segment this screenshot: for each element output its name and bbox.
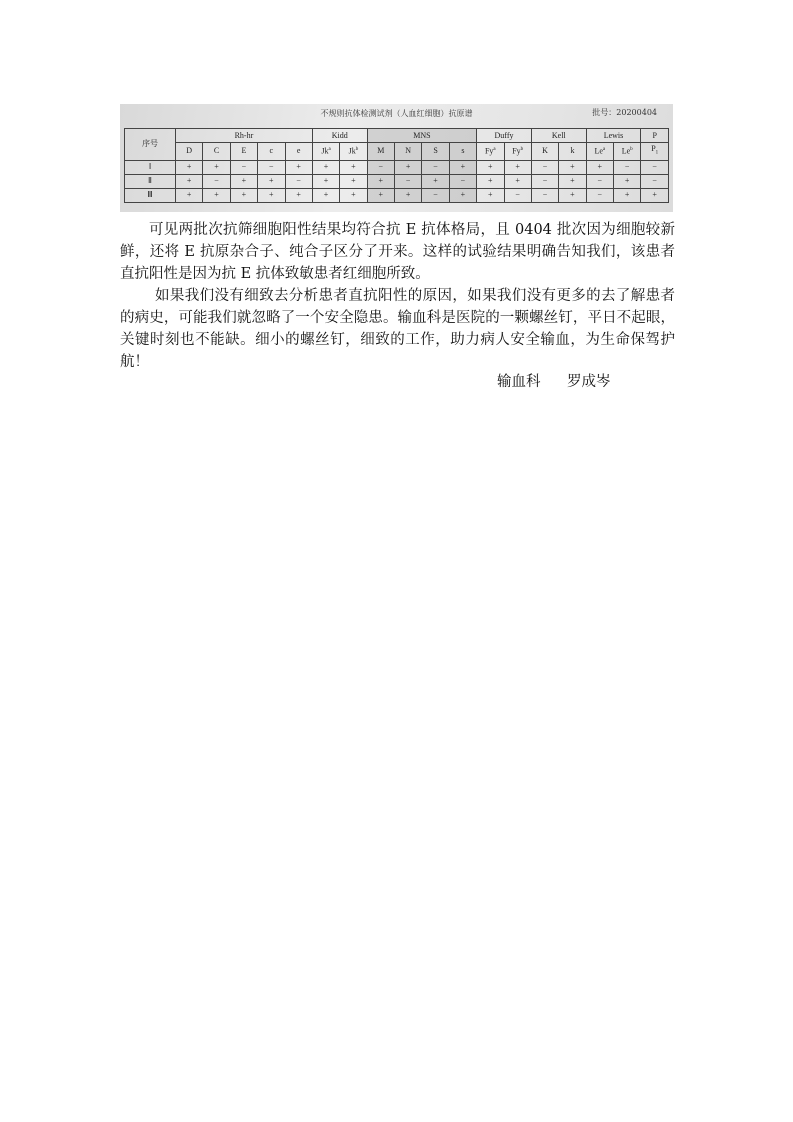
antigen-table [124, 128, 669, 203]
table-cell: − [531, 188, 558, 202]
table-cell: − [586, 174, 613, 188]
table-cell: − [531, 174, 558, 188]
antigen-p1: $P_1$ [641, 143, 669, 161]
group-lewis: Lewis [586, 129, 641, 143]
antigen-lea: Le$^a$ [586, 143, 613, 161]
table-row [125, 174, 669, 188]
table-cell: + [641, 188, 669, 202]
antigen-jka: Jk$^a$ [312, 143, 339, 161]
group-rh-hr: Rh-hr [176, 129, 313, 143]
antigen-table-body [125, 160, 669, 202]
table-cell: + [312, 188, 339, 202]
table-cell: + [367, 188, 394, 202]
paragraph-1: 可见两批次抗筛细胞阳性结果均符合抗 E 抗体格局，且 0404 批次因为细胞较新鲜，还将 E 抗原杂合子、纯合子区分了开来。这样的试验结果明确告知我们，该患者直抗阳性是因为抗 E 抗体致敏患者红细胞所致。 [120, 222, 675, 282]
table-cell: + [203, 160, 230, 174]
antigen-S: S [422, 143, 449, 161]
table-cell: + [203, 188, 230, 202]
table-cell: + [395, 188, 422, 202]
antigen-leb: Le$^b$ [614, 143, 641, 161]
table-cell: − [586, 188, 613, 202]
antigen-K: K [531, 143, 558, 161]
antigen-c: c [258, 143, 285, 161]
antigen-profile-photo [120, 104, 673, 212]
table-cell: + [504, 174, 531, 188]
antigen-E: E [230, 143, 257, 161]
table-cell: + [449, 160, 476, 174]
table-cell: − [367, 160, 394, 174]
table-cell: − [258, 160, 285, 174]
antigen-k: k [559, 143, 586, 161]
group-p: P [641, 129, 669, 143]
table-cell: + [367, 174, 394, 188]
antigen-jkb: Jk$^b$ [340, 143, 367, 161]
table-cell: + [477, 174, 504, 188]
table-cell: + [477, 188, 504, 202]
table-cell: − [449, 174, 476, 188]
table-cell: + [504, 160, 531, 174]
table-cell: + [176, 160, 203, 174]
row-label: Ⅱ [125, 174, 176, 188]
table-cell: − [531, 160, 558, 174]
group-header-row [125, 129, 669, 143]
group-mns: MNS [367, 129, 477, 143]
table-cell: + [340, 174, 367, 188]
table-cell: + [422, 174, 449, 188]
antigen-header-row [125, 143, 669, 161]
antigen-N: N [395, 143, 422, 161]
table-cell: − [641, 160, 669, 174]
table-cell: + [395, 160, 422, 174]
table-cell: + [614, 174, 641, 188]
batch-number: 批号：20200404 [592, 108, 657, 117]
table-cell: + [586, 160, 613, 174]
table-cell: + [176, 188, 203, 202]
signature-department: 输血科 [497, 374, 541, 390]
seq-header: 序号 [125, 129, 176, 161]
paragraph-2: 如果我们没有细致去分析患者直抗阳性的原因，如果我们没有更多的去了解患者的病史，可能我们就忽略了一个安全隐患。输血科是医院的一颗螺丝钉，平日不起眼，关键时刻也不能缺。细小的螺丝钉，细致的工作，助力病人安全输血，为生命保驾护航！ [120, 288, 675, 370]
table-cell: + [258, 174, 285, 188]
table-cell: − [422, 188, 449, 202]
antigen-M: M [367, 143, 394, 161]
group-kidd: Kidd [312, 129, 367, 143]
table-cell: − [395, 174, 422, 188]
table-cell: + [230, 188, 257, 202]
table-cell: + [285, 160, 312, 174]
table-cell: + [477, 160, 504, 174]
table-cell: + [340, 160, 367, 174]
antigen-s: s [449, 143, 476, 161]
table-cell: − [641, 174, 669, 188]
row-label: Ⅰ [125, 160, 176, 174]
table-row [125, 188, 669, 202]
table-cell: − [422, 160, 449, 174]
profile-title: 不规则抗体检测试剂（人血红细胞）抗原谱 [320, 109, 473, 118]
table-cell: + [230, 174, 257, 188]
antigen-fya: Fy$^a$ [477, 143, 504, 161]
table-cell: + [285, 188, 312, 202]
table-cell: − [614, 160, 641, 174]
group-kell: Kell [531, 129, 586, 143]
antigen-C: C [203, 143, 230, 161]
table-cell: + [559, 160, 586, 174]
group-duffy: Duffy [477, 129, 532, 143]
table-cell: + [176, 174, 203, 188]
antigen-D: D [176, 143, 203, 161]
row-label: Ⅲ [125, 188, 176, 202]
table-cell: + [449, 188, 476, 202]
table-cell: + [340, 188, 367, 202]
table-cell: + [559, 174, 586, 188]
table-cell: + [258, 188, 285, 202]
table-cell: − [285, 174, 312, 188]
signature-author: 罗成岑 [567, 374, 611, 390]
table-cell: − [504, 188, 531, 202]
antigen-e: e [285, 143, 312, 161]
table-cell: + [312, 174, 339, 188]
table-cell: + [614, 188, 641, 202]
table-cell: + [312, 160, 339, 174]
antigen-fyb: Fy$^b$ [504, 143, 531, 161]
table-cell: + [559, 188, 586, 202]
table-cell: − [230, 160, 257, 174]
table-cell: − [203, 174, 230, 188]
table-row [125, 160, 669, 174]
